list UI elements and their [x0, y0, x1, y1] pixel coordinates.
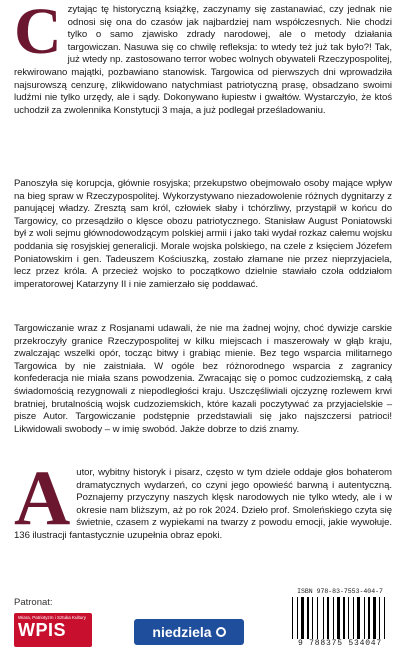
- barcode-bar: [379, 597, 380, 639]
- barcode-bar: [346, 597, 347, 639]
- barcode-bars: [292, 597, 392, 639]
- barcode-bar: [307, 597, 309, 639]
- barcode-bar: [386, 597, 388, 639]
- barcode-bar: [292, 597, 293, 639]
- blurb-paragraph-4: [14, 454, 392, 543]
- barcode-bar: [343, 597, 345, 639]
- niedziela-wordmark: niedziela: [152, 624, 212, 640]
- drop-cap-c: C: [14, 0, 62, 68]
- barcode-bar: [330, 597, 332, 639]
- barcode-bar: [373, 597, 376, 639]
- barcode-bar: [319, 597, 322, 639]
- barcode-bar: [364, 597, 365, 639]
- barcode-bar: [323, 597, 324, 639]
- patronat-label: Patronat:: [14, 597, 53, 608]
- barcode-bar: [348, 597, 349, 639]
- barcode-bar: [381, 597, 383, 639]
- wpis-tagline: Wiara, Patriotyzm i Sztuka Kultury: [18, 615, 87, 620]
- barcode-bar: [317, 597, 318, 639]
- niedziela-logo: [134, 619, 244, 645]
- wpis-wordmark: WPIS: [18, 620, 67, 640]
- drop-cap-a: A: [14, 454, 71, 541]
- barcode-bar: [327, 597, 329, 639]
- blurb-paragraph-1: [14, 0, 392, 117]
- barcode-bar: [384, 597, 385, 639]
- barcode-block: [284, 586, 396, 652]
- barcode-bar: [333, 597, 334, 639]
- wpis-logo: [14, 613, 92, 647]
- barcode-bar: [325, 597, 326, 639]
- paragraph-3-text: Targowiczanie wraz z Rosjanami udawali, że nie ma żadnej wojny, choć dywizje carskie przekroczyły granice Rzeczypospolitej w kilku miejscach i maszerowały w głąb kraju, zwalczając wszelki opór, tocząc bitwy i grabiąc mienie. Bez tego wsparcia militarnego Targowica by nie zaistniała. W ogóle bez różnorodnego wsparcia z zagranicy konfederacja nie miała szans powodzenia. Zwracając się o pomoc cudzoziemską, z całą świadomością rezygnowali z niepodległości kraju. Uszczęśliwiali ojczyznę rozlewem krwi bratniej, brutalnością wojsk cudzoziemskich, które kazali poczytywać za przyjacielskie – pisze Autor. Targowiczanie podstępnie przedstawiali się jako najszczersi patrioci! Likwidowali swobody – w imię swobód. Jakże dobrze to dziś znamy.: [14, 323, 392, 435]
- blurb-paragraph-2: [14, 178, 392, 291]
- isbn-text: ISBN 978-83-7553-404-7: [297, 588, 383, 595]
- blurb-paragraph-3: [14, 323, 392, 436]
- barcode-bar: [310, 597, 311, 639]
- barcode-bar: [361, 597, 363, 639]
- paragraph-4-text: utor, wybitny historyk i pisarz, często w tym dziele oddaje głos bohaterom dramatycznych wydarzeń, co czyni jego opowieść barwną i autentyczną. Poznajemy przyczyny naszych klęsk narodowych nie tylko wtedy, ale i w okresie nam bliższym, aż po rok 2024. Dzieło prof. Smoleńskiego czyta się świetnie, czasem z wypiekami na twarzy z powodu emocji, jakie wywołuje. 136 ilustracji fantastycznie uzupełnia obraz epoki.: [14, 467, 392, 541]
- barcode-bar: [314, 597, 316, 639]
- barcode-bar: [377, 597, 378, 639]
- barcode-bar: [366, 597, 367, 639]
- barcode-bar: [341, 597, 342, 639]
- barcode-bar: [297, 597, 298, 639]
- barcode-bar: [299, 597, 300, 639]
- barcode-bar: [312, 597, 313, 639]
- barcode-bar: [357, 597, 360, 639]
- barcode-bar: [337, 597, 340, 639]
- barcode-bar: [368, 597, 370, 639]
- paragraph-2-text: Panoszyła się korupcja, głównie rosyjska; przekupstwo obejmowało osoby mające wpływ na bieg spraw w Rzeczypospolitej. Wykorzystywano niezadowolenie różnych dygnitarzy z panującej władzy. Zresztą sam król, człowiek słaby i tchórzliwy, przystąpił w końcu do Targowicy, co przesądziło o klęsce obozu patriotycznego. Stanisław August Poniatowski był z woli sejmu głównodowodzącym polskiej armii i jako taki wydał rozkaz całemu wojsku poddania się rosyjskiej generalicji. Morale wojska polskiego, na czele z księciem Józefem Poniatowskim i gen. Tadeuszem Kościuszką, zostało złamane nie przez nieprzyjaciela, lecz przez króla. A przecież wojsko to początkowo dzielnie stawiało czoła oddziałom imperatorowej Katarzyny II i nie zamierzało się poddawać.: [14, 178, 392, 290]
- barcode-bar: [371, 597, 372, 639]
- barcode-bar: [301, 597, 304, 639]
- barcode-bar: [335, 597, 336, 639]
- barcode-bar: [294, 597, 296, 639]
- paragraph-1-text: zytając tę historyczną książkę, zaczynamy się zastanawiać, czy jednak nie odnosi się ona do czasów jak najbardziej nam współczesnych. Nie chodzi tylko o samo zjawisko zdrady narodowej, ale o metody działania targowiczan. Nasuwa się co chwilę refleksja: to wtedy też już tak było?! Tak, już wtedy np. zastosowano terror wobec wolnych obywateli Rzeczypospolitej, rekwirowano majątki, pozbawiano stanowisk. Targowica od pierwszych dni wprowadziła najsurowszą cenzurę, zlikwidowano natychmiast patriotyczną prasę, obsadzano swoimi ludźmi nie tylko urzędy, ale i sądy. Dokonywano łupiestw i gwałtów. Wystarczyło, że ktoś uchodził za zwolennika Konstytucji 3 maja, a już podlegał prześladowaniu.: [14, 4, 392, 116]
- barcode-bar: [355, 597, 356, 639]
- barcode-bar: [353, 597, 354, 639]
- barcode-number: 9 788375 534047: [297, 639, 382, 648]
- barcode-bar: [305, 597, 306, 639]
- barcode-bar: [350, 597, 352, 639]
- niedziela-circle-icon: [216, 627, 226, 637]
